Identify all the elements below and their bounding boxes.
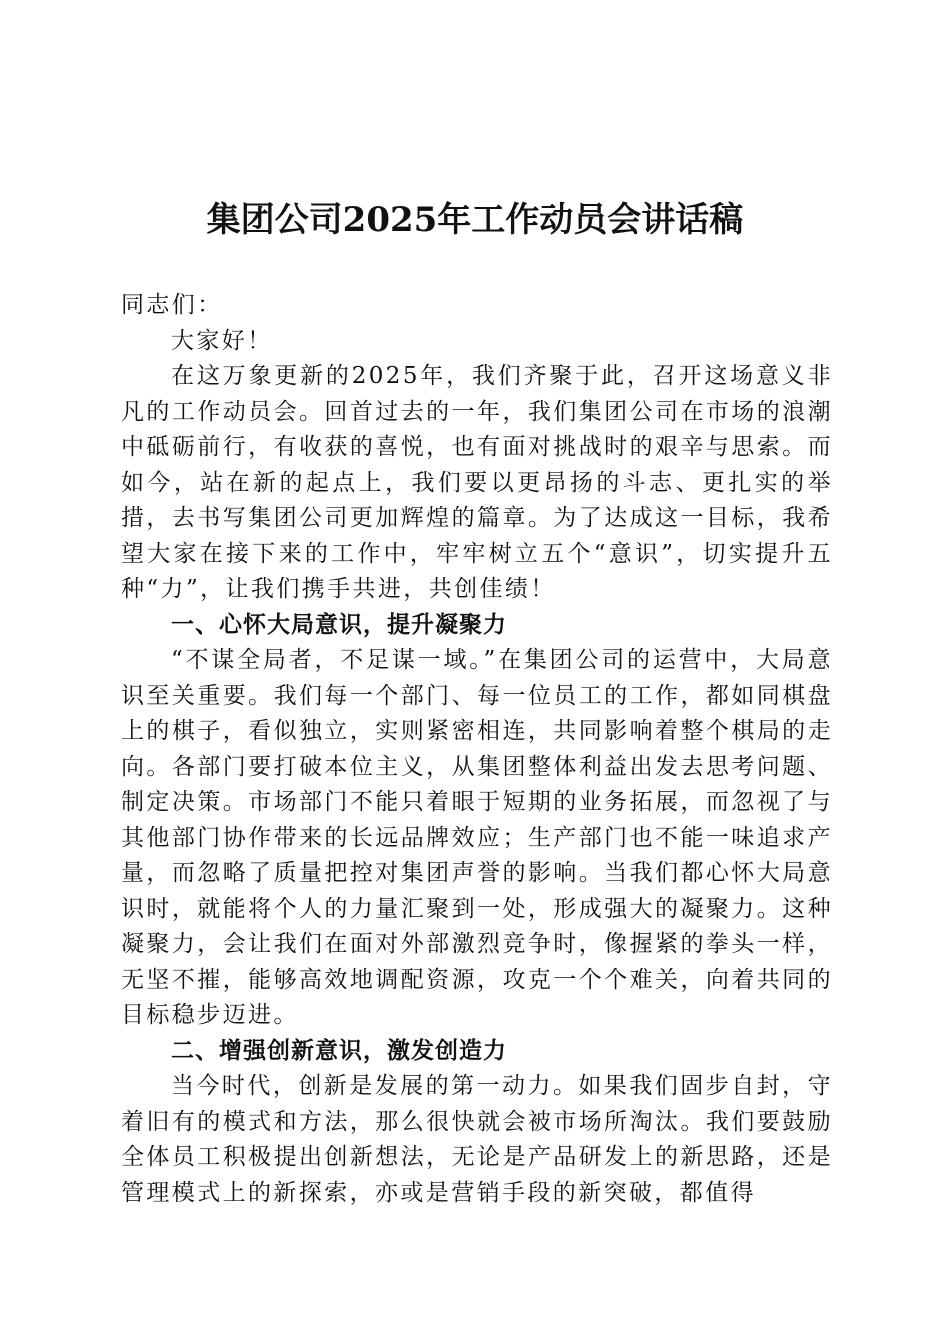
section-1-paragraph: “不谋全局者，不足谋一域。”在集团公司的运营中，大局意识至关重要。我们每一个部门、每一位员工的工作，都如同棋盘上的棋子，看似独立，实则紧密相连，共同影响着整个棋局的走向。各部门要打破本位主义，从集团整体利益出发去思考问题、制定决策。市场部门不能只着眼于短期的业务拓展，而忽视了与其他部门协作带来的长远品牌效应；生产部门也不能一味追求产量，而忽略了质量把控对集团声誉的影响。当我们都心怀大局意识时，就能将个人的力量汇聚到一处，形成强大的凝聚力。这种凝聚力，会让我们在面对外部激烈竞争时，像握紧的拳头一样，无坚不摧，能够高效地调配资源，攻克一个个难关，向着共同的目标稳步迈进。: [121, 647, 833, 1028]
greeting: 大家好！: [171, 327, 273, 354]
section-2-paragraph: 当今时代，创新是发展的第一动力。如果我们固步自封，守着旧有的模式和方法，那么很快就会被市场所淘汰。我们要鼓励全体员工积极提出创新想法，无论是产品研发上的新思路，还是管理模式上的新探索，亦或是营销手段的新突破，都值得: [121, 1073, 833, 1206]
intro-paragraph: 在这万象更新的2025年，我们齐聚于此，召开这场意义非凡的工作动员会。回首过去的一年，我们集团公司在市场的浪潮中砥砺前行，有收获的喜悦，也有面对挑战时的艰辛与思索。而如今，站在新的起点上，我们要以更昂扬的斗志、更扎实的举措，去书写集团公司更加辉煌的篇章。为了达成这一目标，我希望大家在接下来的工作中，牢牢树立五个“意识”，切实提升五种“力”，让我们携手共进，共创佳绩！: [121, 363, 833, 602]
salutation: 同志们：: [121, 292, 223, 318]
document-title: 集团公司2025年工作动员会讲话稿: [206, 200, 744, 240]
section-1-heading: 一、心怀大局意识，提升凝聚力: [171, 611, 507, 638]
section-2-heading: 二、增强创新意识，激发创造力: [171, 1037, 507, 1064]
document-body: [121, 288, 833, 1211]
